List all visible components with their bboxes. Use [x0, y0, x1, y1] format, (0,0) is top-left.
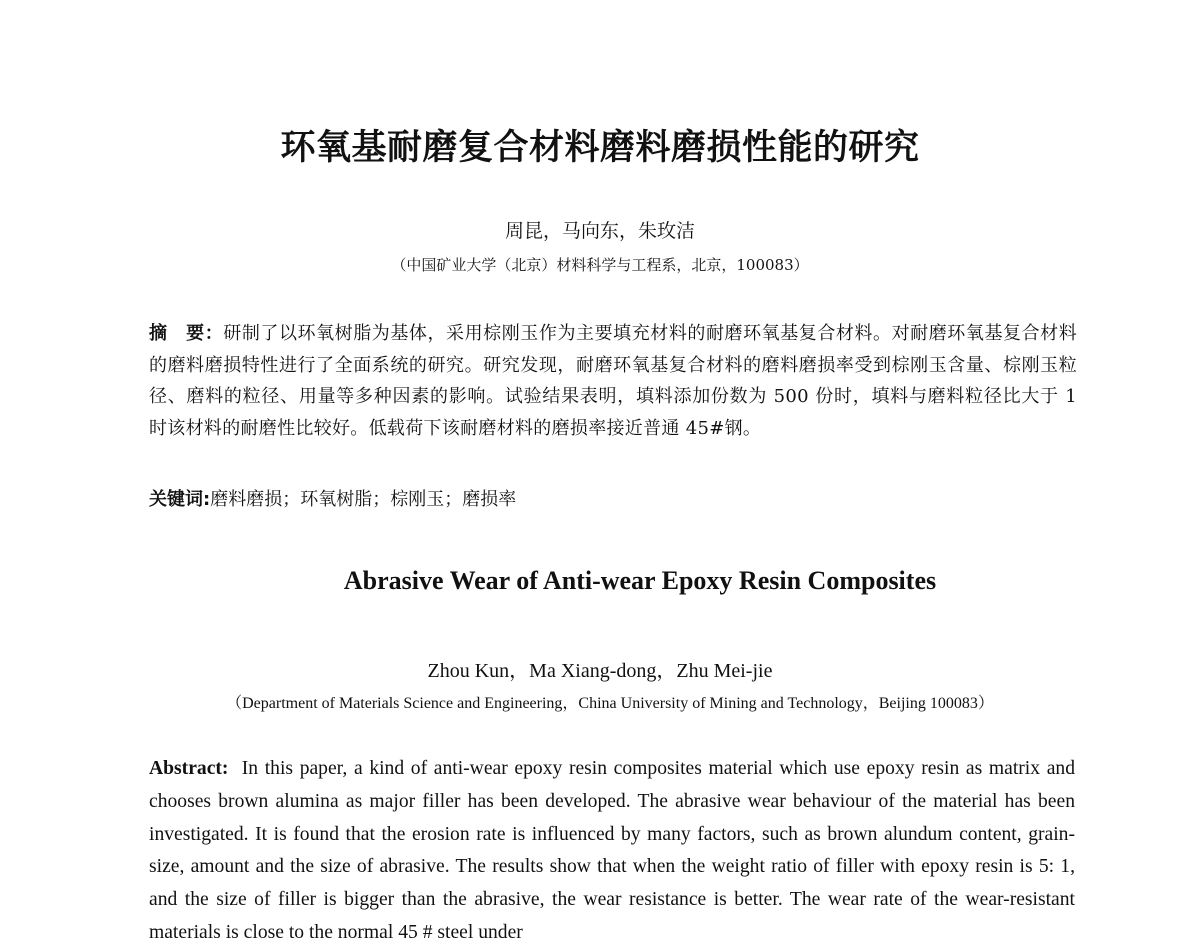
chinese-authors: 周昆，马向东，朱玫洁: [504, 220, 695, 242]
chinese-abstract-text: 研制了以环氧树脂为基体，采用棕刚玉作为主要填充材料的耐磨环氧基复合材料。对耐磨环氧基复合材料的磨料磨损特性进行了全面系统的研究。研究发现，耐磨环氧基复合材料的磨料磨损率受到棕刚玉含量、棕刚玉粒径、磨料的粒径、用量等多种因素的影响。试验结果表明，填料添加份数为 500 份时，填料与磨料粒径比大于 1 时该材料的耐磨性比较好。低载荷下该耐磨材料的磨损率接近普通 45#钢。: [149, 323, 1077, 439]
chinese-abstract-label: 摘 要：: [149, 323, 224, 344]
chinese-keywords-text: 磨料磨损；环氧树脂；棕刚玉；磨损率: [210, 489, 517, 510]
chinese-keywords: [149, 486, 1077, 514]
chinese-title: 环氧基耐磨复合材料磨料磨损性能的研究: [280, 128, 920, 168]
chinese-keywords-label: 关键词:: [149, 489, 211, 510]
english-abstract: [149, 753, 1075, 950]
chinese-affiliation: （中国矿业大学（北京）材料科学与工程系，北京，100083）: [391, 256, 809, 274]
chinese-abstract: [149, 318, 1077, 444]
english-title: Abrasive Wear of Anti-wear Epoxy Resin Composites: [343, 566, 937, 595]
english-authors: Zhou Kun，Ma Xiang-dong，Zhu Mei-jie: [427, 660, 773, 682]
english-affiliation: （Department of Materials Science and Engineering，China University of Mining and Technology，Beijing 100083）: [226, 695, 994, 712]
english-abstract-label: Abstract:: [149, 758, 229, 779]
english-abstract-text: In this paper, a kind of anti-wear epoxy resin composites material which use epoxy resin as matrix and chooses brown alumina as major filler has been developed. The abrasive wear behaviour of the material has been investigated. It is found that the erosion rate is influenced by many factors, such as brown alundum content, grain-size, amount and the size of abrasive. The results show that when the weight ratio of filler with epoxy resin is 5: 1, and the size of filler is bigger than the abrasive, the wear resistance is better. The wear rate of the wear-resistant materials is close to the normal 45 # steel under: [149, 758, 1075, 943]
